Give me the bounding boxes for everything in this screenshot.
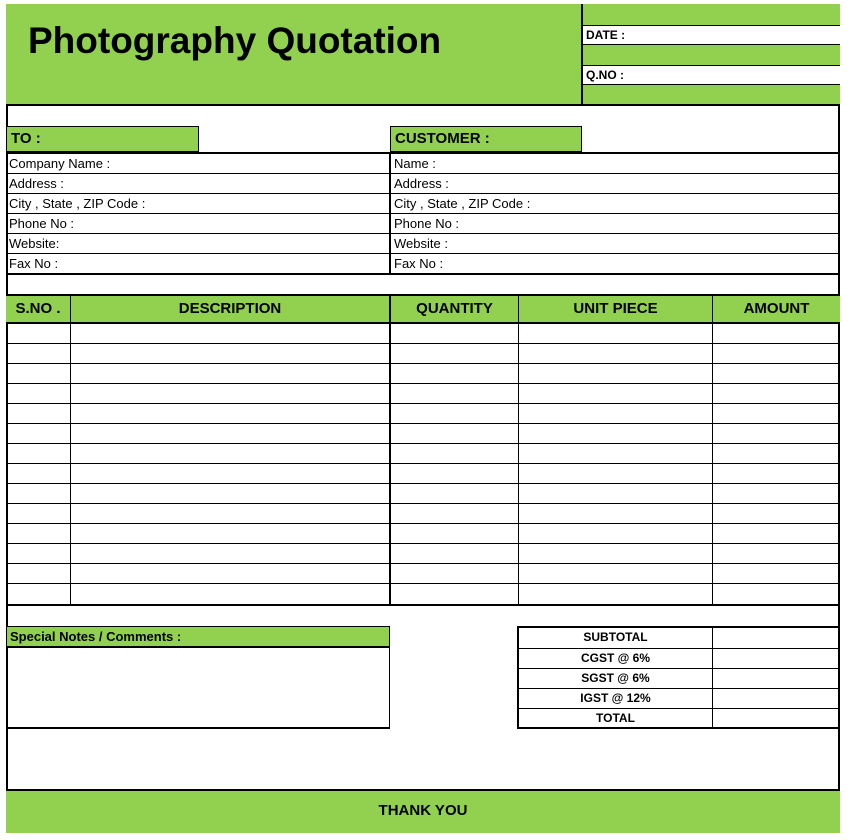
table-row[interactable] (6, 324, 840, 344)
customer-address[interactable]: Address : (394, 176, 449, 191)
total-value-field[interactable] (713, 709, 838, 727)
table-row[interactable] (6, 544, 840, 564)
col-header-amount: AMOUNT (743, 300, 810, 317)
date-label: DATE : (583, 25, 840, 45)
igst-label: IGST @ 12% (580, 691, 651, 705)
cgst-label: CGST @ 6% (580, 651, 651, 665)
table-row[interactable] (6, 364, 840, 384)
table-row[interactable] (6, 504, 840, 524)
customer-fax[interactable]: Fax No : (394, 256, 444, 271)
notes-label: Special Notes / Comments : (6, 626, 390, 648)
to-fax[interactable]: Fax No : (9, 256, 59, 271)
customer-heading: CUSTOMER : (390, 126, 582, 152)
thank-you-banner: THANK YOU (6, 789, 840, 833)
info-bottom-rule (6, 273, 840, 275)
table-row[interactable] (6, 384, 840, 404)
to-phone[interactable]: Phone No : (9, 216, 75, 231)
date-value-field[interactable] (583, 45, 840, 65)
table-row[interactable] (6, 344, 840, 364)
col-divider (712, 294, 713, 605)
to-website[interactable]: Website: (9, 236, 60, 251)
subtotal-value-field[interactable] (713, 628, 838, 648)
qno-label: Q.NO : (583, 65, 840, 85)
customer-name[interactable]: Name : (394, 156, 436, 171)
col-header-description: DESCRIPTION (178, 300, 282, 317)
col-divider (70, 294, 71, 605)
to-city-state-zip[interactable]: City , State , ZIP Code : (9, 196, 146, 211)
igst-value-field[interactable] (713, 689, 838, 708)
customer-phone[interactable]: Phone No : (394, 216, 460, 231)
items-bottom-rule (6, 604, 840, 606)
to-address[interactable]: Address : (9, 176, 64, 191)
document-title: Photography Quotation (28, 20, 442, 61)
customer-website[interactable]: Website : (394, 236, 448, 251)
table-row[interactable] (6, 524, 840, 544)
notes-textarea[interactable] (6, 647, 390, 729)
sgst-label: SGST @ 6% (581, 671, 650, 685)
cgst-value-field[interactable] (713, 649, 838, 668)
col-divider (389, 294, 391, 605)
total-label: TOTAL (596, 711, 635, 725)
customer-city-state-zip[interactable]: City , State , ZIP Code : (394, 196, 531, 211)
table-row[interactable] (6, 584, 840, 604)
subtotal-label: SUBTOTAL (583, 630, 648, 644)
qno-value-field[interactable] (583, 85, 840, 105)
col-header-sno: S.NO . (15, 300, 61, 317)
table-row[interactable] (6, 564, 840, 584)
table-row[interactable] (6, 464, 840, 484)
sgst-value-field[interactable] (713, 669, 838, 688)
col-divider (518, 294, 519, 605)
table-row[interactable] (6, 424, 840, 444)
table-row[interactable] (6, 484, 840, 504)
items-table-body (6, 324, 840, 605)
table-row[interactable] (6, 404, 840, 424)
table-row[interactable] (6, 444, 840, 464)
col-header-unit-piece: UNIT PIECE (573, 300, 658, 317)
to-company-name[interactable]: Company Name : (9, 156, 111, 171)
col-header-quantity: QUANTITY (416, 300, 493, 317)
to-heading: TO : (6, 126, 199, 152)
